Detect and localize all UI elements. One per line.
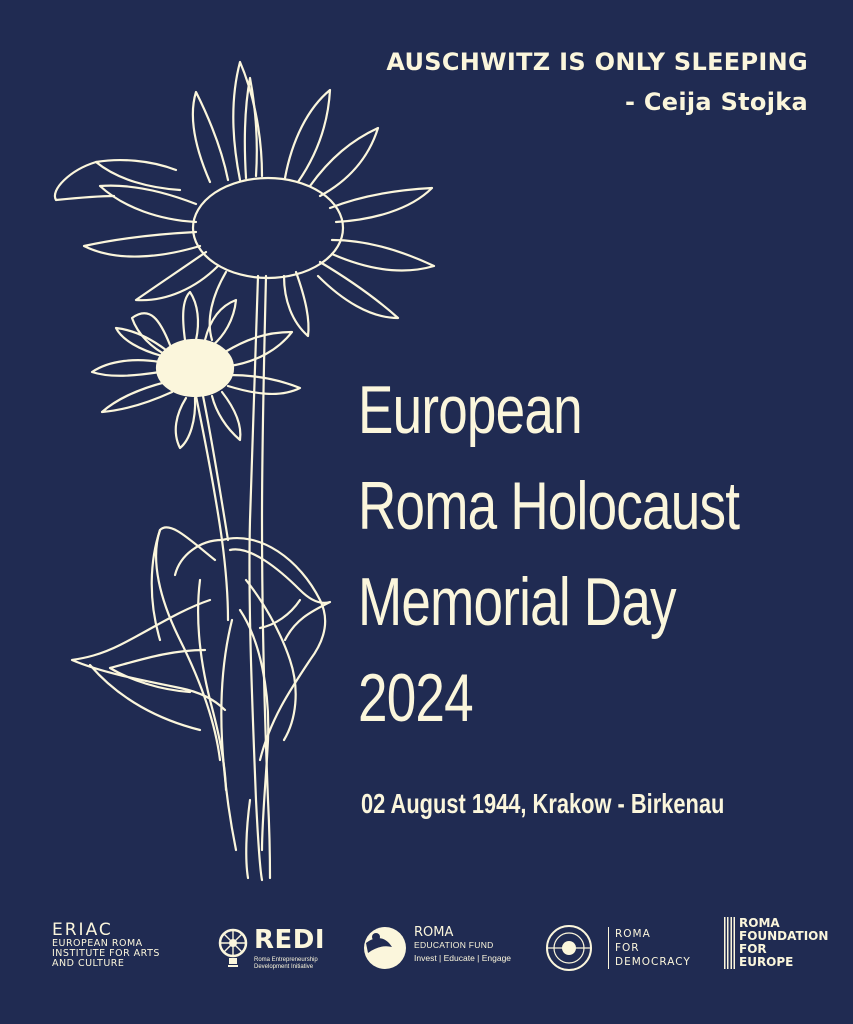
quote-text: AUSCHWITZ IS ONLY SLEEPING	[386, 48, 808, 76]
big-flower-stem	[249, 276, 262, 880]
redi-tag-line-1: Roma Entrepreneurship	[254, 957, 318, 963]
big-flower-petals	[55, 62, 434, 340]
rfd-line-1: ROMA	[615, 928, 651, 940]
eriac-line-1: EUROPEAN ROMA	[52, 938, 143, 949]
rfd-emblem-icon	[544, 923, 594, 973]
event-title	[358, 362, 739, 746]
ref-tagline: Invest | Educate | Engage	[414, 953, 512, 963]
title-line-2: Roma Holocaust	[358, 468, 740, 544]
eriac-line-3: AND CULTURE	[52, 958, 125, 969]
eriac-logo	[52, 921, 160, 969]
rffe-bars-icon	[724, 917, 735, 969]
wheel-icon	[214, 925, 252, 969]
ref-name: ROMA	[414, 925, 454, 940]
rffe-line-3: FOR	[739, 942, 767, 956]
title-line-3: Memorial Day	[358, 564, 676, 640]
redi-tag-line-2: Development Initiative	[254, 964, 314, 970]
redi-tagline	[254, 957, 318, 971]
rffe-line-2: FOUNDATION	[739, 929, 829, 943]
rfd-line-3: DEMOCRACY	[615, 956, 691, 968]
rfd-text	[608, 927, 691, 969]
eriac-line-2: INSTITUTE FOR ARTS	[52, 948, 160, 959]
rffe-line-1: ROMA	[739, 916, 780, 930]
redi-name: REDI	[254, 925, 326, 955]
title-line-4: 2024	[358, 660, 473, 736]
quote-author: - Ceija Stojka	[624, 88, 808, 116]
title-line-1: European	[358, 372, 582, 448]
rffe-text	[739, 917, 828, 969]
partner-logos	[0, 905, 853, 995]
leaf-cluster	[72, 527, 330, 878]
eriac-name: ERIAC	[52, 920, 113, 940]
event-date-location: 02 August 1944, Krakow - Birkenau	[361, 788, 725, 819]
ref-subtitle: EDUCATION FUND	[414, 940, 494, 950]
rffe-line-4: EUROPE	[739, 955, 794, 969]
small-flower-center	[157, 340, 233, 396]
ref-emblem-icon	[362, 925, 408, 971]
rfd-line-2: FOR	[615, 942, 640, 954]
